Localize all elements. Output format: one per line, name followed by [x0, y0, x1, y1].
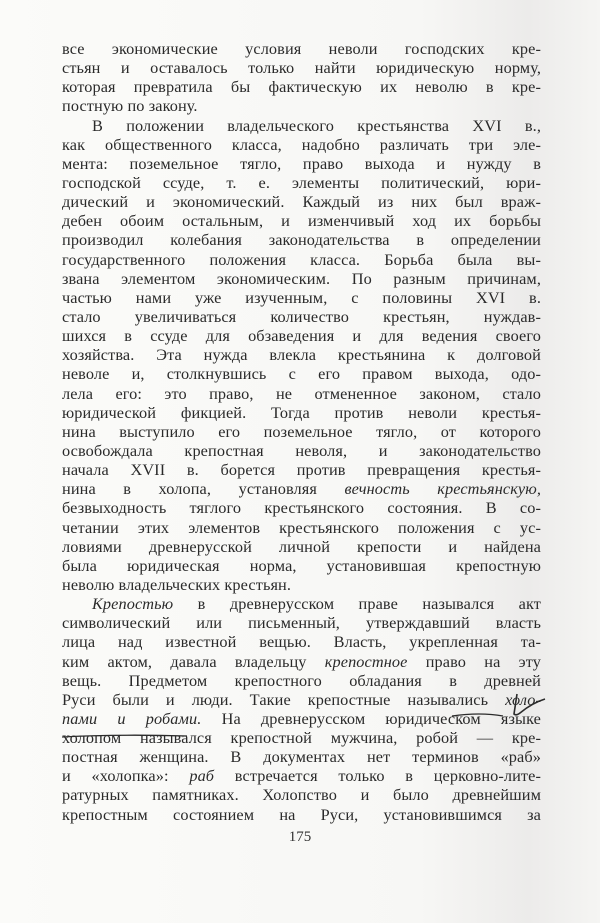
text-span: четании этих элементов крестьянского положения с ус-: [62, 517, 541, 537]
text-span: хозяйства. Эта нужда влекла крестьянина к долговой: [62, 345, 541, 365]
text-span: неволю владельческих крестьян.: [62, 574, 292, 594]
handwritten-underline: [62, 735, 187, 737]
text-span: производил колебания законодательства в определении: [62, 230, 541, 250]
text-span: холопом назывался крепостной мужчина, робой — кре-: [62, 728, 541, 748]
text-span: шихся в ссуде для обзаведения и для ведения своего: [62, 326, 541, 346]
text-span: была юридическая норма, установившая крепостную: [62, 555, 541, 575]
text-span: частью нами уже изученным, с половины XVI в.: [62, 287, 541, 307]
text-span: все экономические условия неволи господских кре-: [62, 39, 541, 58]
text-span: право на эту: [407, 651, 541, 671]
page-number: 175: [288, 829, 312, 845]
text-span: крепостным состоянием на Руси, установившимся за: [62, 804, 541, 824]
text-span: лица над известной вещью. Власть, укрепленная та-: [62, 632, 541, 652]
text-span: в древнерусском праве назывался акт: [173, 594, 541, 614]
check-mark-icon: [514, 694, 545, 715]
text-span: освобождала крепостная неволя, и законодательство: [62, 440, 541, 460]
text-span: вещь. Предметом крепостного обладания в древней: [62, 670, 541, 690]
text-span: мента: поземельное тягло, право выхода и нужду в: [62, 153, 541, 173]
text-span: неволе и, столкнувшись с его правом выхода, одо-: [62, 364, 541, 384]
text-span: ловиями древнерусской личной крепости и найдена: [62, 536, 541, 556]
text-span: господской ссуде, т. е. элементы политический, юри-: [62, 172, 541, 192]
text-span: На древнерусском юридическом языке: [201, 708, 541, 728]
text-span: дический и экономический. Каждый из них был враж-: [62, 192, 541, 212]
text-span: Руси были и люди. Такие крепостные назывались: [62, 689, 506, 709]
text-span: как общественного класса, надобно различать три эле-: [62, 134, 541, 154]
text-span: безвыходность тяглого крестьянского состояния. В со-: [62, 498, 541, 518]
text-span: символический или письменный, утверждавший власть: [62, 613, 541, 633]
italic-term: Крепостью: [92, 594, 174, 614]
italic-term: крепостное: [324, 651, 408, 671]
text-span: ким актом, давала владельцу: [62, 651, 325, 671]
text-span: и «холопка»:: [62, 766, 190, 786]
text-span: государственного положения класса. Борьба была вы-: [62, 249, 541, 269]
text-span: звана элементом экономическим. По разным причинам,: [62, 268, 541, 288]
text-span: В положении владельческого крестьянства XVI в.,: [92, 115, 541, 135]
text-span: стало увеличиваться количество крестьян, нуждав-: [62, 306, 541, 326]
italic-term: холо-: [505, 689, 541, 709]
text-span: лела его: это право, не отмененное законом, стало: [62, 383, 541, 403]
text-span: встречается только в церковно-лите-: [214, 766, 541, 786]
italic-term: вечность крестьянскую,: [344, 479, 541, 499]
text-span: нина в холопа, установляя: [62, 479, 345, 499]
text-span: постную по закону.: [62, 96, 198, 116]
text-span: юридической фикцией. Тогда против неволи крестья-: [62, 402, 541, 422]
text-span: ратурных памятниках. Холопство и было древнейшим: [62, 785, 541, 805]
text-span: начала XVII в. борется против превращения крестья-: [62, 460, 541, 480]
handwritten-underline: [452, 714, 503, 716]
text-span: стьян и оставалось только найти юридическую норму,: [62, 58, 541, 78]
text-span: нина выступило его поземельное тягло, от которого: [62, 421, 541, 441]
text-span: дебен обоим остальным, и изменчивый ход их борьбы: [62, 211, 541, 231]
text-span: постная женщина. В документах нет терминов «раб»: [62, 747, 541, 767]
italic-term: раб: [189, 766, 215, 786]
text-span: которая превратила бы фактическую их неволю в кре-: [62, 77, 541, 97]
italic-term: пами и робами.: [62, 708, 202, 728]
